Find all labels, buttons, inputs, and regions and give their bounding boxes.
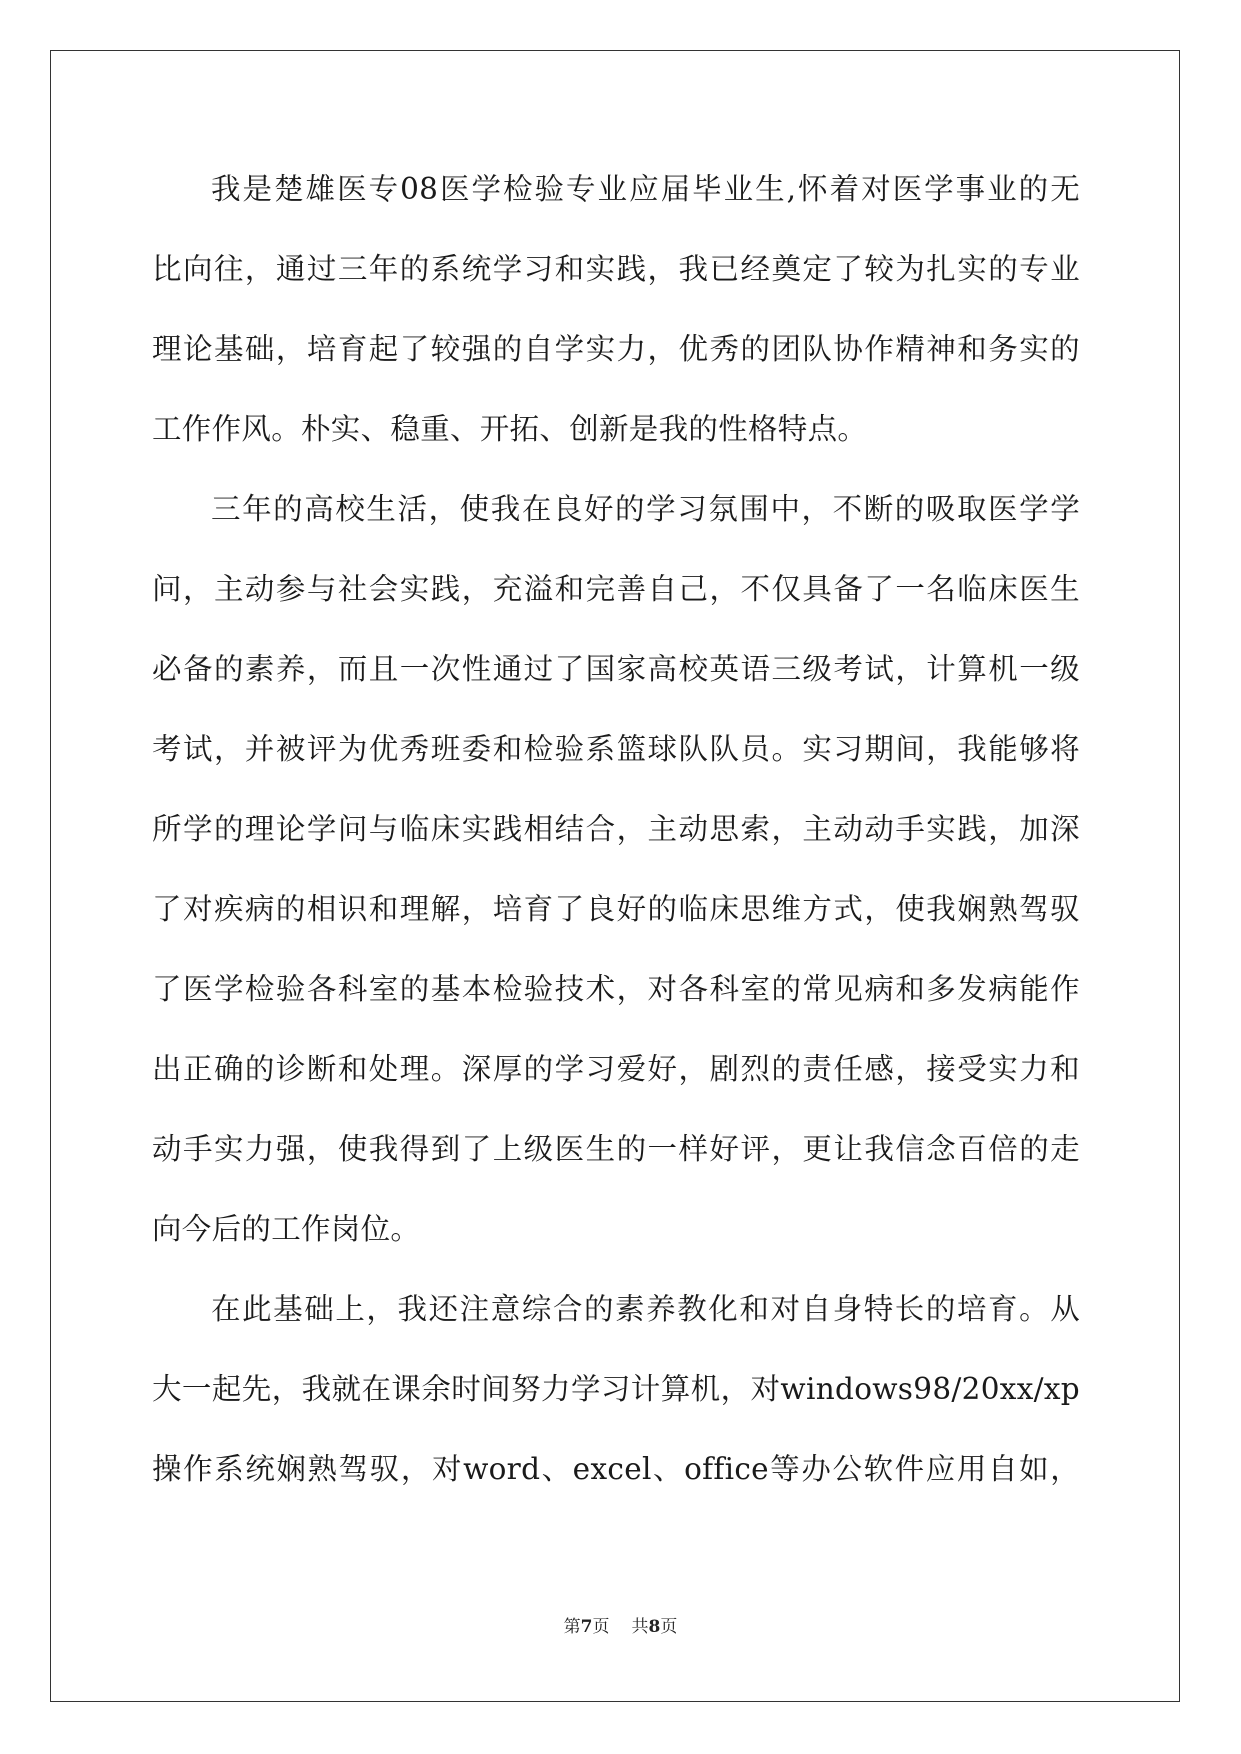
footer-total-suffix: 页 [660,1617,678,1637]
paragraph-3-line-1: 在此基础上，我还注意综合的素养教化和对自身特长的培育。从 [211,1292,1080,1326]
paragraph-2-line-8: 出正确的诊断和处理。深厚的学习爱好，剧烈的责任感，接受实力和 [152,1052,1080,1086]
footer-page-prefix: 第 [563,1617,581,1637]
document-body [152,160,1080,1520]
paragraph-2-line-4: 考试，并被评为优秀班委和检验系篮球队队员。实习期间，我能够将 [152,732,1080,766]
paragraph-2-line-10: 向今后的工作岗位。 [152,1212,421,1246]
paragraph-1-line-3: 理论基础，培育起了较强的自学实力，优秀的团队协作精神和务实的 [152,332,1080,366]
footer-page-mid: 页 [592,1617,610,1637]
footer-page-total: 8 [648,1617,661,1637]
paragraph-3-line-3: 操作系统娴熟驾驭，对word、excel、office等办公软件应用自如， [152,1452,1080,1486]
paragraph-1-line-1: 我是楚雄医专08医学检验专业应届毕业生,怀着对医学事业的无 [211,172,1080,206]
paragraph-2-line-3: 必备的素养，而且一次性通过了国家高校英语三级考试，计算机一级 [152,652,1080,686]
paragraph-2-line-2: 问，主动参与社会实践，充溢和完善自己，不仅具备了一名临床医生 [152,572,1080,606]
paragraph-2-line-6: 了对疾病的相识和理解，培育了良好的临床思维方式，使我娴熟驾驭 [152,892,1080,926]
paragraph-2-line-1: 三年的高校生活，使我在良好的学习氛围中，不断的吸取医学学 [211,492,1080,526]
footer-page-current: 7 [580,1617,593,1637]
footer-total-prefix: 共 [631,1617,649,1637]
paragraph-2-line-9: 动手实力强，使我得到了上级医生的一样好评，更让我信念百倍的走 [152,1132,1080,1166]
paragraph-1-line-4: 工作作风。朴实、稳重、开拓、创新是我的性格特点。 [152,412,868,446]
page-footer [0,1612,1241,1637]
paragraph-3-line-2: 大一起先，我就在课余时间努力学习计算机，对windows98/20xx/xp [152,1372,1080,1406]
paragraph-2-line-5: 所学的理论学问与临床实践相结合，主动思索，主动动手实践，加深 [152,812,1080,846]
paragraph-1-line-2: 比向往，通过三年的系统学习和实践，我已经奠定了较为扎实的专业 [152,252,1080,286]
paragraph-2-line-7: 了医学检验各科室的基本检验技术，对各科室的常见病和多发病能作 [152,972,1080,1006]
